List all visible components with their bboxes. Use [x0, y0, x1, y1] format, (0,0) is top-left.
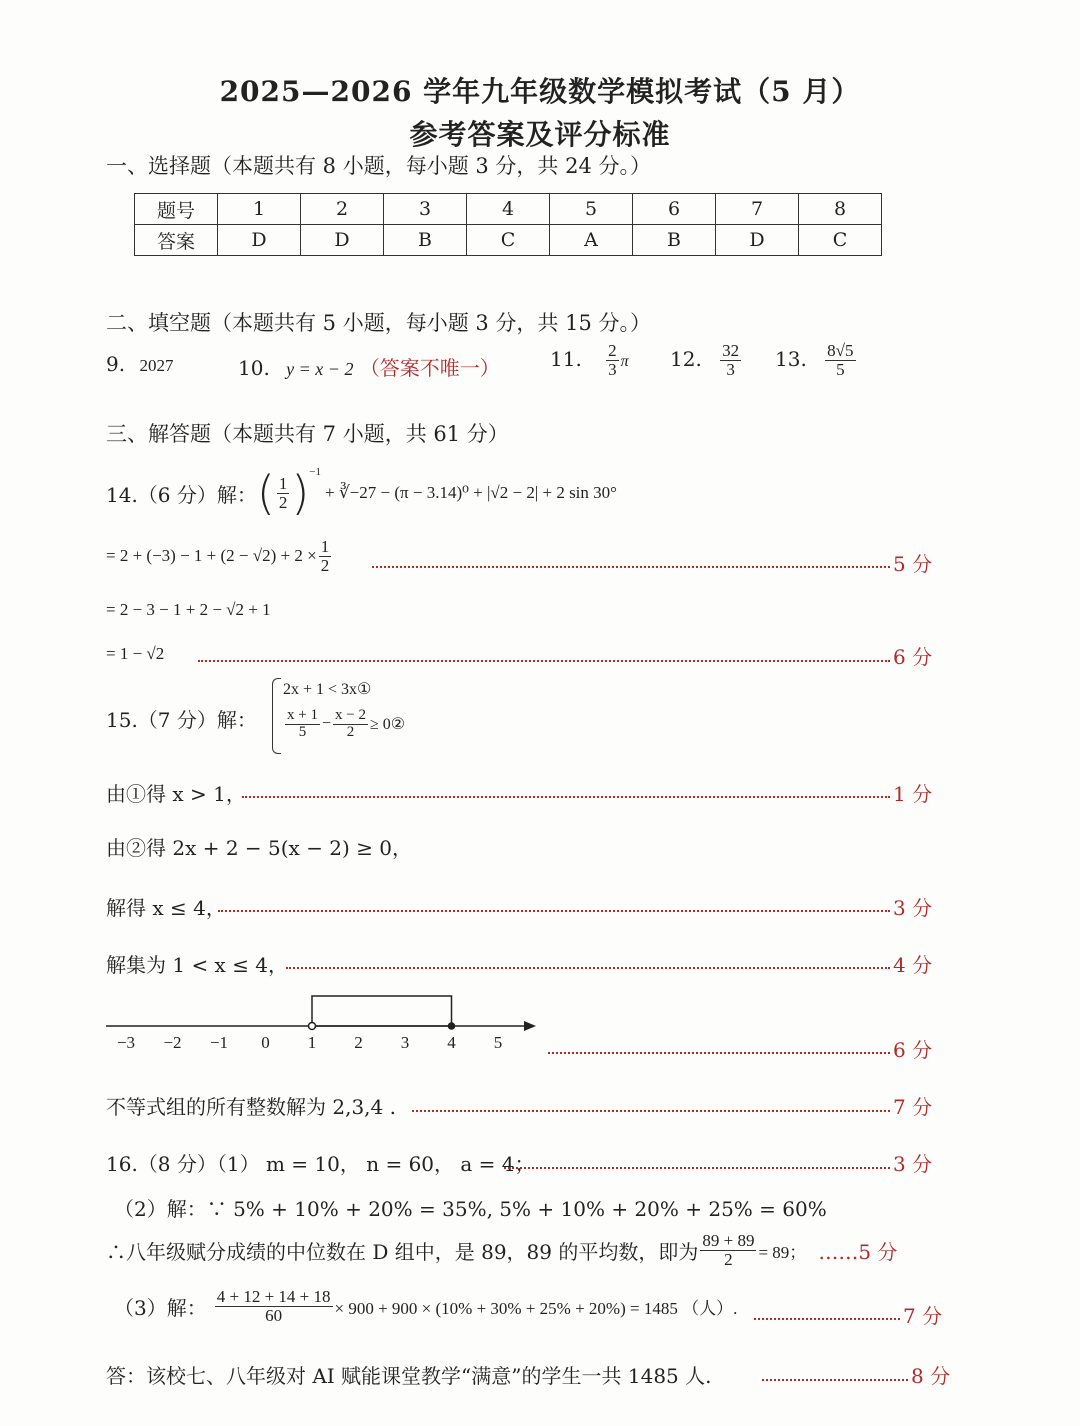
tick-label: −1 — [209, 1033, 229, 1052]
score: 7 分 — [903, 1304, 943, 1328]
tick-label: 4 — [447, 1033, 456, 1052]
page-title: 2025—2026 学年九年级数学模拟考试（5 月） — [219, 75, 861, 108]
q11-suffix: π — [620, 352, 629, 370]
q16-line2: （2）解：∵ 5% + 10% + 20% = 35%, 5% + 10% + 20% + 25% = 60% — [114, 1197, 827, 1221]
question-number: 8 — [799, 194, 882, 225]
q11-denominator: 3 — [608, 359, 617, 379]
system-brace — [272, 678, 281, 754]
q11-number: 11. — [550, 346, 582, 371]
answer-cell: B — [633, 225, 716, 256]
q14-frac-den: 2 — [278, 492, 288, 512]
score: 5 分 — [893, 552, 933, 576]
interval-box — [312, 996, 452, 1026]
q14-step1-frac — [319, 538, 332, 575]
score: 7 分 — [893, 1095, 933, 1119]
q15-label: 15.（7 分）解： — [106, 708, 257, 732]
q12-numerator: 32 — [722, 341, 740, 360]
answer-cell: A — [550, 225, 633, 256]
q14-exponent: −1 — [309, 466, 322, 478]
q12-fraction — [720, 342, 741, 379]
dot-leader — [372, 566, 890, 568]
dot-leader — [762, 1379, 908, 1381]
answer-cell: C — [467, 225, 550, 256]
answer-cell: D — [716, 225, 799, 256]
table-row — [135, 225, 882, 256]
q11 — [550, 342, 629, 379]
q16-line4-den: 60 — [265, 1305, 283, 1325]
score: 1 分 — [893, 782, 933, 806]
question-number: 7 — [716, 194, 799, 225]
section2-heading: 二、填空题（本题共有 5 小题，每小题 3 分，共 15 分。） — [106, 311, 651, 335]
question-number: 4 — [467, 194, 550, 225]
q15-frac2-den: 2 — [346, 723, 355, 740]
score: 6 分 — [893, 1038, 933, 1062]
answer-cell: D — [301, 225, 384, 256]
dot-leader — [412, 1110, 890, 1112]
q16-line4-frac — [215, 1288, 333, 1325]
q14-step3: = 1 − √2 — [106, 644, 165, 663]
q16-line3-tail: = 89； — [758, 1242, 807, 1262]
q11-fraction — [606, 342, 619, 379]
dot-leader — [504, 1167, 890, 1169]
q14-label: 14.（6 分）解： — [106, 482, 257, 507]
q9-answer: 2027 — [139, 356, 174, 375]
question-number: 2 — [301, 194, 384, 225]
question-number: 1 — [218, 194, 301, 225]
q15-line2: 由②得 2x + 2 − 5(x − 2) ≥ 0， — [106, 836, 413, 860]
q9-number: 9. — [106, 352, 126, 376]
q16-line3-num: 89 + 89 — [702, 1231, 755, 1250]
page-subtitle: 参考答案及评分标准 — [409, 118, 671, 151]
q15-line1: 由①得 x > 1， — [106, 782, 246, 806]
tick-label: 1 — [307, 1033, 317, 1052]
score: 4 分 — [893, 953, 933, 977]
closed-endpoint — [448, 1022, 456, 1030]
q14-step1 — [106, 538, 333, 575]
number-line — [100, 990, 550, 1056]
score: 3 分 — [893, 1152, 933, 1176]
q15-frac2 — [333, 708, 368, 741]
q15-ineq1: 2x + 1 < 3x① — [283, 681, 372, 698]
q13-denominator: 5 — [836, 359, 845, 379]
q15-frac1 — [285, 708, 320, 741]
dot-leader — [218, 910, 890, 912]
table-row — [135, 194, 882, 225]
minus-sign: − — [321, 715, 331, 733]
q12-number: 12. — [670, 346, 702, 371]
q12 — [670, 342, 743, 379]
tick-label: −3 — [116, 1033, 136, 1052]
tick-label: 3 — [400, 1033, 410, 1052]
question-number: 6 — [633, 194, 716, 225]
q16-line3-frac — [700, 1232, 756, 1269]
q14-step2: = 2 − 3 − 1 + 2 − √2 + 1 — [106, 600, 271, 619]
q16-line4 — [114, 1288, 737, 1325]
q15-line4: 解集为 1 < x ≤ 4， — [106, 953, 289, 977]
score: ……5 分 — [818, 1239, 898, 1264]
score: 6 分 — [893, 645, 933, 669]
q10 — [238, 352, 500, 381]
tick-label: 2 — [354, 1033, 363, 1052]
q15-frac1-num: x + 1 — [287, 707, 318, 723]
q15-line5: 不等式组的所有整数解为 2,3,4 . — [106, 1095, 396, 1119]
fill-answers — [106, 352, 173, 376]
tick-label: −2 — [163, 1033, 182, 1052]
score: 3 分 — [893, 896, 933, 920]
answer-cell: C — [799, 225, 882, 256]
paren-left: ( — [256, 466, 275, 520]
q15-line3: 解得 x ≤ 4， — [106, 896, 226, 920]
q16-answer: 答：该校七、八年级对 AI 赋能课堂教学“满意”的学生一共 1485 人. — [106, 1364, 712, 1388]
tick-group — [117, 1033, 502, 1052]
section3-heading: 三、解答题（本题共有 7 小题，共 61 分） — [106, 422, 509, 446]
q15-frac1-den: 5 — [298, 723, 307, 740]
q10-note: （答案不唯一） — [359, 356, 500, 380]
row-label: 题号 — [135, 194, 218, 225]
q14-expression-rest: + ∛−27 − (π − 3.14)⁰ + |√2 − 2| + 2 sin 30° — [325, 483, 617, 502]
open-endpoint — [309, 1023, 316, 1030]
q12-denominator: 3 — [726, 359, 735, 379]
q10-answer: y = x − 2 — [286, 359, 354, 379]
dot-leader — [548, 1052, 890, 1054]
q16-line3 — [106, 1232, 897, 1269]
dot-leader — [242, 796, 890, 798]
q14-expression — [106, 466, 617, 520]
q14-step1-num: 1 — [320, 537, 330, 556]
q16-line3-den: 2 — [724, 1249, 733, 1269]
score: 8 分 — [911, 1364, 951, 1388]
q10-number: 10. — [238, 356, 270, 380]
answer-cell: D — [218, 225, 301, 256]
q13-fraction — [825, 342, 855, 379]
question-number: 3 — [384, 194, 467, 225]
dot-leader — [286, 967, 890, 969]
dot-leader — [754, 1318, 900, 1320]
tick-label: 5 — [493, 1033, 503, 1052]
question-number: 5 — [550, 194, 633, 225]
section1-heading: 一、选择题（本题共有 8 小题，每小题 3 分，共 24 分。） — [106, 154, 651, 178]
q16-line1: 16.（8 分）（1） m = 10， n = 60， a = 4； — [106, 1152, 535, 1176]
q15-ineq2-tail: ≥ 0② — [369, 716, 406, 734]
q16-line4-tail: × 900 + 900 × (10% + 30% + 25% + 20%) = 1485 （人）. — [334, 1298, 738, 1318]
q15-ineq2 — [283, 708, 405, 741]
q16-line4-num: 4 + 12 + 14 + 18 — [216, 1287, 331, 1306]
q11-numerator: 2 — [608, 341, 617, 360]
answer-cell: B — [384, 225, 467, 256]
q13-number: 13. — [775, 346, 807, 371]
q14-step1-den: 2 — [320, 555, 330, 575]
arrow-icon — [524, 1021, 536, 1031]
paren-right: ) — [291, 466, 310, 520]
q13-numerator: 8√5 — [827, 341, 854, 360]
dot-leader — [198, 660, 890, 662]
q16-line3-text: ∴八年级赋分成绩的中位数在 D 组中，是 89，89 的平均数，即为 — [106, 1239, 699, 1264]
q14-frac-num: 1 — [278, 473, 288, 493]
q13 — [775, 342, 858, 379]
row-label: 答案 — [135, 225, 218, 256]
q16-line4-label: （3）解： — [114, 1295, 207, 1320]
q15-frac2-num: x − 2 — [335, 707, 366, 723]
answer-table — [134, 193, 882, 256]
tick-label: 0 — [261, 1033, 270, 1052]
q14-frac — [277, 475, 290, 512]
q14-step1-text: = 2 + (−3) − 1 + (2 − √2) + 2 × — [106, 546, 317, 566]
